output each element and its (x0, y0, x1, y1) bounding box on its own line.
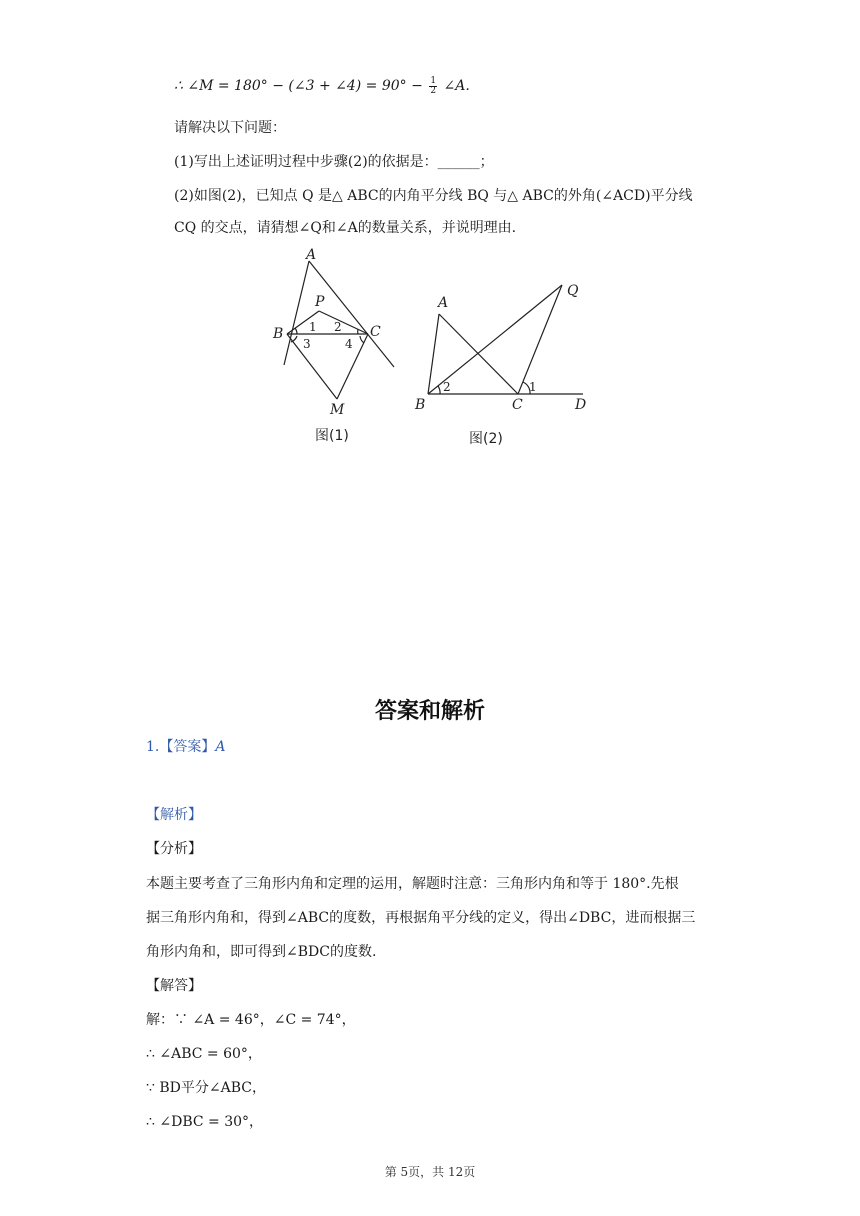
question-2-line-1: (2)如图(2)，已知点 Q 是△ ABC的内角平分线 BQ 与△ ABC的外角(∠ACD)平分线 (174, 188, 693, 204)
conclusion-line (174, 76, 470, 96)
fraction-one-half (429, 77, 437, 96)
angle-label-4: 4 (345, 337, 353, 351)
segment-AB (428, 314, 439, 394)
analysis-line-1: 本题主要考查了三角形内角和定理的运用，解题时注意：三角形内角和等于 180°.先根 (146, 876, 679, 892)
instruction-text: 请解决以下问题： (174, 120, 286, 136)
section-title: 答案和解析 (374, 699, 485, 724)
angle-label-3: 3 (303, 337, 311, 351)
jieda-heading: 【解答】 (146, 978, 202, 994)
label-P: P (315, 294, 325, 310)
solution-step-4: ∴ ∠DBC = 30°， (146, 1114, 264, 1130)
answer-1 (146, 737, 225, 757)
label-Q: Q (567, 283, 579, 299)
label-M: M (330, 402, 345, 418)
label-C-fig2: C (512, 397, 523, 413)
segment-AC (439, 314, 518, 394)
angle-label-2: 2 (334, 320, 342, 334)
segment-BM (287, 334, 337, 399)
figure-2 (405, 275, 600, 455)
line-AC-extended (309, 261, 394, 367)
question-1: (1)写出上述证明过程中步骤(2)的依据是：______； (174, 154, 494, 170)
conclusion-prefix: ∴ ∠M = 180° − (∠3 + ∠4) = 90° − (174, 78, 423, 94)
conclusion-suffix: ∠A. (443, 78, 470, 94)
solution-step-2: ∴ ∠ABC = 60°， (146, 1046, 262, 1062)
label-B: B (273, 326, 284, 342)
figure-1 (260, 245, 410, 455)
segment-PC (319, 311, 368, 334)
question-2-line-2: CQ 的交点，请猜想∠Q和∠A的数量关系，并说明理由. (174, 220, 517, 236)
solution-step-3: ∵ BD平分∠ABC， (146, 1080, 266, 1096)
analysis-line-2: 据三角形内角和，得到∠ABC的度数，再根据角平分线的定义，得出∠DBC，进而根据三 (146, 910, 696, 926)
angle-label-1-fig2: 1 (529, 380, 537, 394)
figure-2-caption: 图(2) (469, 431, 503, 447)
solution-step-1: 解：∵ ∠A = 46°，∠C = 74°， (146, 1012, 356, 1028)
frac-numerator: 1 (430, 75, 437, 86)
analysis-line-3: 角形内角和，即可得到∠BDC的度数. (146, 944, 377, 960)
fenxi-heading: 【分析】 (146, 841, 202, 857)
answer-1-value: A (215, 739, 226, 755)
label-B-fig2: B (415, 397, 426, 413)
label-A: A (306, 247, 317, 263)
segment-CQ (518, 285, 562, 394)
label-D: D (575, 397, 587, 413)
angle-arc-4 (360, 336, 364, 343)
angle-arc-3 (291, 336, 297, 342)
frac-denominator: 2 (430, 85, 437, 96)
page-footer: 第 5页，共 12页 (384, 1165, 476, 1179)
angle-arc-2-fig2 (438, 386, 440, 394)
jiexi-heading: 【解析】 (146, 807, 202, 823)
angle-label-1: 1 (309, 320, 317, 334)
angle-arc-1 (295, 328, 297, 334)
figure-1-caption: 图(1) (315, 428, 349, 444)
angle-label-2-fig2: 2 (443, 380, 451, 394)
label-A-fig2: A (438, 295, 449, 311)
answer-1-prefix: 1.【答案】 (146, 739, 216, 755)
label-C: C (370, 324, 381, 340)
